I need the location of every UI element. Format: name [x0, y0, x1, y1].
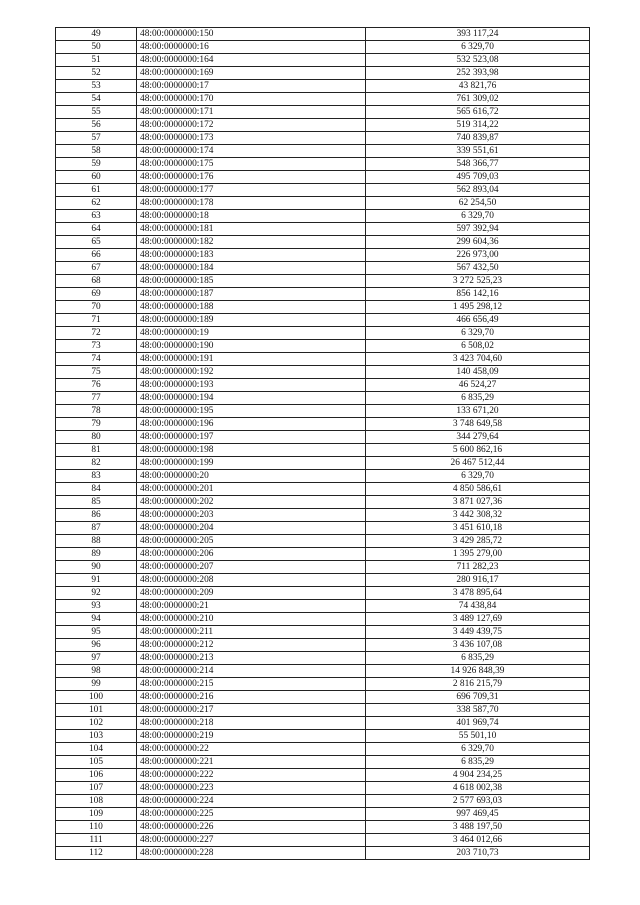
- cadastral-value: 339 551,61: [366, 145, 590, 158]
- row-number: 84: [56, 483, 137, 496]
- cadastral-number: 48:00:0000000:175: [137, 158, 366, 171]
- row-number: 86: [56, 509, 137, 522]
- cadastral-value: 4 904 234,25: [366, 769, 590, 782]
- cadastral-number: 48:00:0000000:187: [137, 288, 366, 301]
- row-number: 50: [56, 41, 137, 54]
- row-number: 102: [56, 717, 137, 730]
- cadastral-value: 1 395 279,00: [366, 548, 590, 561]
- cadastral-value: 548 366,77: [366, 158, 590, 171]
- row-number: 104: [56, 743, 137, 756]
- table-row: [56, 431, 590, 444]
- cadastral-value: 393 117,24: [366, 28, 590, 41]
- cadastral-number: 48:00:0000000:18: [137, 210, 366, 223]
- cadastral-number: 48:00:0000000:226: [137, 821, 366, 834]
- cadastral-value: 4 850 586,61: [366, 483, 590, 496]
- cadastral-value: 344 279,64: [366, 431, 590, 444]
- table-row: [56, 639, 590, 652]
- row-number: 67: [56, 262, 137, 275]
- table-row: [56, 847, 590, 860]
- table-row: [56, 106, 590, 119]
- cadastral-number: 48:00:0000000:16: [137, 41, 366, 54]
- cadastral-value: 2 816 215,79: [366, 678, 590, 691]
- cadastral-number: 48:00:0000000:214: [137, 665, 366, 678]
- cadastral-value: 6 329,70: [366, 41, 590, 54]
- row-number: 92: [56, 587, 137, 600]
- cadastral-number: 48:00:0000000:218: [137, 717, 366, 730]
- row-number: 85: [56, 496, 137, 509]
- cadastral-value: 2 577 693,03: [366, 795, 590, 808]
- row-number: 110: [56, 821, 137, 834]
- cadastral-number: 48:00:0000000:203: [137, 509, 366, 522]
- table-row: [56, 808, 590, 821]
- table-row: [56, 236, 590, 249]
- cadastral-value: 3 451 610,18: [366, 522, 590, 535]
- table-row: [56, 717, 590, 730]
- cadastral-number: 48:00:0000000:194: [137, 392, 366, 405]
- row-number: 69: [56, 288, 137, 301]
- cadastral-value: 280 916,17: [366, 574, 590, 587]
- cadastral-value: 3 429 285,72: [366, 535, 590, 548]
- row-number: 49: [56, 28, 137, 41]
- table-row: [56, 496, 590, 509]
- cadastral-number: 48:00:0000000:20: [137, 470, 366, 483]
- table-row: [56, 548, 590, 561]
- row-number: 98: [56, 665, 137, 678]
- table-body: [56, 28, 590, 860]
- row-number: 108: [56, 795, 137, 808]
- table-row: [56, 730, 590, 743]
- cadastral-number: 48:00:0000000:176: [137, 171, 366, 184]
- cadastral-value: 3 442 308,32: [366, 509, 590, 522]
- cadastral-value: 519 314,22: [366, 119, 590, 132]
- table-row: [56, 704, 590, 717]
- cadastral-number: 48:00:0000000:208: [137, 574, 366, 587]
- cadastral-number: 48:00:0000000:202: [137, 496, 366, 509]
- row-number: 109: [56, 808, 137, 821]
- cadastral-value: 3 488 197,50: [366, 821, 590, 834]
- table-row: [56, 41, 590, 54]
- cadastral-number: 48:00:0000000:219: [137, 730, 366, 743]
- cadastral-value: 46 524,27: [366, 379, 590, 392]
- cadastral-value: 856 142,16: [366, 288, 590, 301]
- row-number: 54: [56, 93, 137, 106]
- row-number: 106: [56, 769, 137, 782]
- cadastral-number: 48:00:0000000:215: [137, 678, 366, 691]
- row-number: 72: [56, 327, 137, 340]
- cadastral-number: 48:00:0000000:198: [137, 444, 366, 457]
- row-number: 87: [56, 522, 137, 535]
- table-row: [56, 275, 590, 288]
- row-number: 73: [56, 340, 137, 353]
- cadastral-number: 48:00:0000000:172: [137, 119, 366, 132]
- table-row: [56, 652, 590, 665]
- cadastral-value: 532 523,08: [366, 54, 590, 67]
- cadastral-value: 3 272 525,23: [366, 275, 590, 288]
- row-number: 96: [56, 639, 137, 652]
- table-row: [56, 522, 590, 535]
- row-number: 56: [56, 119, 137, 132]
- cadastral-value: 140 458,09: [366, 366, 590, 379]
- row-number: 95: [56, 626, 137, 639]
- cadastral-number: 48:00:0000000:204: [137, 522, 366, 535]
- table-row: [56, 158, 590, 171]
- cadastral-number: 48:00:0000000:216: [137, 691, 366, 704]
- cadastral-number: 48:00:0000000:177: [137, 184, 366, 197]
- cadastral-number: 48:00:0000000:21: [137, 600, 366, 613]
- row-number: 62: [56, 197, 137, 210]
- row-number: 75: [56, 366, 137, 379]
- cadastral-number: 48:00:0000000:207: [137, 561, 366, 574]
- cadastral-number: 48:00:0000000:210: [137, 613, 366, 626]
- cadastral-number: 48:00:0000000:184: [137, 262, 366, 275]
- row-number: 58: [56, 145, 137, 158]
- row-number: 105: [56, 756, 137, 769]
- cadastral-value: 3 871 027,36: [366, 496, 590, 509]
- table-row: [56, 145, 590, 158]
- cadastral-number: 48:00:0000000:223: [137, 782, 366, 795]
- cadastral-value: 226 973,00: [366, 249, 590, 262]
- cadastral-number: 48:00:0000000:170: [137, 93, 366, 106]
- cadastral-value: 567 432,50: [366, 262, 590, 275]
- table-row: [56, 327, 590, 340]
- table-row: [56, 262, 590, 275]
- table-row: [56, 353, 590, 366]
- table-row: [56, 743, 590, 756]
- cadastral-number: 48:00:0000000:228: [137, 847, 366, 860]
- cadastral-number: 48:00:0000000:211: [137, 626, 366, 639]
- cadastral-value: 203 710,73: [366, 847, 590, 860]
- table-row: [56, 665, 590, 678]
- cadastral-value: 6 508,02: [366, 340, 590, 353]
- row-number: 88: [56, 535, 137, 548]
- table-row: [56, 249, 590, 262]
- table-row: [56, 535, 590, 548]
- row-number: 55: [56, 106, 137, 119]
- cadastral-value: 14 926 848,39: [366, 665, 590, 678]
- table-row: [56, 301, 590, 314]
- row-number: 83: [56, 470, 137, 483]
- cadastral-value: 495 709,03: [366, 171, 590, 184]
- table-row: [56, 483, 590, 496]
- cadastral-value: 6 329,70: [366, 743, 590, 756]
- cadastral-value: 4 618 002,38: [366, 782, 590, 795]
- row-number: 103: [56, 730, 137, 743]
- cadastral-value: 43 821,76: [366, 80, 590, 93]
- table-row: [56, 392, 590, 405]
- table-row: [56, 574, 590, 587]
- row-number: 64: [56, 223, 137, 236]
- table-row: [56, 288, 590, 301]
- cadastral-number: 48:00:0000000:197: [137, 431, 366, 444]
- row-number: 65: [56, 236, 137, 249]
- table-row: [56, 457, 590, 470]
- row-number: 81: [56, 444, 137, 457]
- cadastral-number: 48:00:0000000:192: [137, 366, 366, 379]
- table-row: [56, 691, 590, 704]
- cadastral-value: 3 748 649,58: [366, 418, 590, 431]
- cadastral-number: 48:00:0000000:213: [137, 652, 366, 665]
- row-number: 91: [56, 574, 137, 587]
- cadastral-value: 761 309,02: [366, 93, 590, 106]
- cadastral-number: 48:00:0000000:193: [137, 379, 366, 392]
- table-row: [56, 418, 590, 431]
- cadastral-number: 48:00:0000000:199: [137, 457, 366, 470]
- cadastral-value: 3 436 107,08: [366, 639, 590, 652]
- cadastral-number: 48:00:0000000:182: [137, 236, 366, 249]
- cadastral-number: 48:00:0000000:181: [137, 223, 366, 236]
- cadastral-number: 48:00:0000000:185: [137, 275, 366, 288]
- cadastral-number: 48:00:0000000:173: [137, 132, 366, 145]
- cadastral-number: 48:00:0000000:196: [137, 418, 366, 431]
- row-number: 77: [56, 392, 137, 405]
- table-row: [56, 340, 590, 353]
- table-row: [56, 821, 590, 834]
- row-number: 82: [56, 457, 137, 470]
- cadastral-value: 252 393,98: [366, 67, 590, 80]
- table-row: [56, 366, 590, 379]
- row-number: 80: [56, 431, 137, 444]
- row-number: 90: [56, 561, 137, 574]
- cadastral-value: 5 600 862,16: [366, 444, 590, 457]
- cadastral-value: 6 329,70: [366, 210, 590, 223]
- cadastral-value: 466 656,49: [366, 314, 590, 327]
- cadastral-number: 48:00:0000000:225: [137, 808, 366, 821]
- cadastral-number: 48:00:0000000:209: [137, 587, 366, 600]
- table-row: [56, 600, 590, 613]
- cadastral-number: 48:00:0000000:19: [137, 327, 366, 340]
- cadastral-value-table: [55, 27, 590, 860]
- table-row: [56, 28, 590, 41]
- row-number: 70: [56, 301, 137, 314]
- row-number: 93: [56, 600, 137, 613]
- table-row: [56, 314, 590, 327]
- table-row: [56, 626, 590, 639]
- cadastral-number: 48:00:0000000:191: [137, 353, 366, 366]
- row-number: 89: [56, 548, 137, 561]
- cadastral-number: 48:00:0000000:178: [137, 197, 366, 210]
- cadastral-value: 6 835,29: [366, 392, 590, 405]
- cadastral-number: 48:00:0000000:212: [137, 639, 366, 652]
- cadastral-value: 133 671,20: [366, 405, 590, 418]
- cadastral-number: 48:00:0000000:195: [137, 405, 366, 418]
- table-row: [56, 80, 590, 93]
- row-number: 94: [56, 613, 137, 626]
- row-number: 107: [56, 782, 137, 795]
- table-row: [56, 678, 590, 691]
- cadastral-number: 48:00:0000000:17: [137, 80, 366, 93]
- row-number: 79: [56, 418, 137, 431]
- row-number: 76: [56, 379, 137, 392]
- table-row: [56, 470, 590, 483]
- table-row: [56, 405, 590, 418]
- cadastral-number: 48:00:0000000:183: [137, 249, 366, 262]
- table-row: [56, 756, 590, 769]
- cadastral-number: 48:00:0000000:169: [137, 67, 366, 80]
- cadastral-number: 48:00:0000000:171: [137, 106, 366, 119]
- row-number: 57: [56, 132, 137, 145]
- cadastral-value: 740 839,87: [366, 132, 590, 145]
- table-row: [56, 587, 590, 600]
- table-row: [56, 561, 590, 574]
- cadastral-number: 48:00:0000000:164: [137, 54, 366, 67]
- row-number: 66: [56, 249, 137, 262]
- row-number: 111: [56, 834, 137, 847]
- cadastral-value: 1 495 298,12: [366, 301, 590, 314]
- table-row: [56, 782, 590, 795]
- table-row: [56, 67, 590, 80]
- row-number: 53: [56, 80, 137, 93]
- row-number: 63: [56, 210, 137, 223]
- cadastral-value: 597 392,94: [366, 223, 590, 236]
- cadastral-value: 6 835,29: [366, 652, 590, 665]
- cadastral-number: 48:00:0000000:189: [137, 314, 366, 327]
- cadastral-number: 48:00:0000000:205: [137, 535, 366, 548]
- cadastral-value: 565 616,72: [366, 106, 590, 119]
- row-number: 61: [56, 184, 137, 197]
- cadastral-number: 48:00:0000000:201: [137, 483, 366, 496]
- cadastral-value: 299 604,36: [366, 236, 590, 249]
- table-row: [56, 795, 590, 808]
- cadastral-number: 48:00:0000000:224: [137, 795, 366, 808]
- cadastral-value: 6 329,70: [366, 327, 590, 340]
- cadastral-number: 48:00:0000000:222: [137, 769, 366, 782]
- cadastral-value: 74 438,84: [366, 600, 590, 613]
- cadastral-number: 48:00:0000000:22: [137, 743, 366, 756]
- row-number: 100: [56, 691, 137, 704]
- table-row: [56, 93, 590, 106]
- cadastral-number: 48:00:0000000:190: [137, 340, 366, 353]
- cadastral-number: 48:00:0000000:217: [137, 704, 366, 717]
- row-number: 101: [56, 704, 137, 717]
- table-row: [56, 223, 590, 236]
- table-row: [56, 379, 590, 392]
- row-number: 99: [56, 678, 137, 691]
- cadastral-number: 48:00:0000000:227: [137, 834, 366, 847]
- cadastral-value: 3 489 127,69: [366, 613, 590, 626]
- table-row: [56, 834, 590, 847]
- row-number: 71: [56, 314, 137, 327]
- cadastral-number: 48:00:0000000:150: [137, 28, 366, 41]
- cadastral-number: 48:00:0000000:221: [137, 756, 366, 769]
- table-row: [56, 613, 590, 626]
- row-number: 68: [56, 275, 137, 288]
- cadastral-value: 55 501,10: [366, 730, 590, 743]
- table-row: [56, 197, 590, 210]
- cadastral-value: 338 587,70: [366, 704, 590, 717]
- row-number: 97: [56, 652, 137, 665]
- row-number: 59: [56, 158, 137, 171]
- table-row: [56, 184, 590, 197]
- table-row: [56, 444, 590, 457]
- cadastral-value: 6 329,70: [366, 470, 590, 483]
- cadastral-value: 711 282,23: [366, 561, 590, 574]
- row-number: 112: [56, 847, 137, 860]
- cadastral-value: 3 478 895,64: [366, 587, 590, 600]
- cadastral-number: 48:00:0000000:188: [137, 301, 366, 314]
- row-number: 52: [56, 67, 137, 80]
- table-row: [56, 509, 590, 522]
- cadastral-value: 6 835,29: [366, 756, 590, 769]
- row-number: 51: [56, 54, 137, 67]
- cadastral-value: 997 469,45: [366, 808, 590, 821]
- cadastral-value: 696 709,31: [366, 691, 590, 704]
- cadastral-value: 62 254,50: [366, 197, 590, 210]
- table-row: [56, 210, 590, 223]
- row-number: 74: [56, 353, 137, 366]
- table-row: [56, 769, 590, 782]
- table-row: [56, 54, 590, 67]
- cadastral-number: 48:00:0000000:206: [137, 548, 366, 561]
- cadastral-value: 3 423 704,60: [366, 353, 590, 366]
- cadastral-value: 26 467 512,44: [366, 457, 590, 470]
- cadastral-value: 3 464 012,66: [366, 834, 590, 847]
- cadastral-value: 3 449 439,75: [366, 626, 590, 639]
- cadastral-value: 401 969,74: [366, 717, 590, 730]
- cadastral-number: 48:00:0000000:174: [137, 145, 366, 158]
- row-number: 78: [56, 405, 137, 418]
- table-row: [56, 171, 590, 184]
- cadastral-value: 562 893,04: [366, 184, 590, 197]
- table-row: [56, 132, 590, 145]
- row-number: 60: [56, 171, 137, 184]
- table-row: [56, 119, 590, 132]
